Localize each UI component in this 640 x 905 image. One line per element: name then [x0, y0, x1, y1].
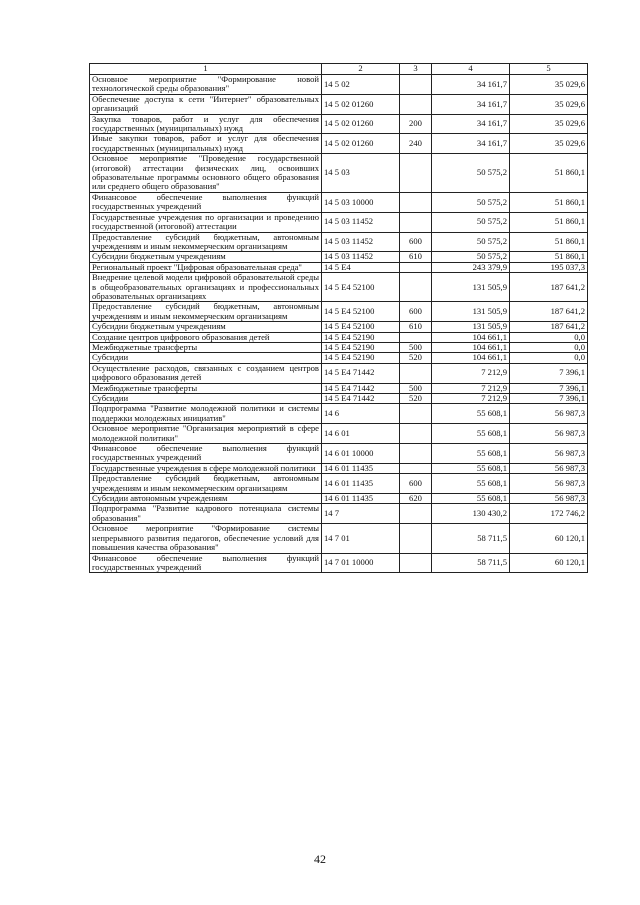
row-expense-type-cell: 620 [400, 494, 432, 504]
row-amount-1-cell: 50 575,2 [432, 212, 510, 232]
row-code-cell: 14 5 E4 52100 [322, 322, 400, 332]
table-row [90, 94, 588, 114]
row-code-cell: 14 5 03 [322, 154, 400, 193]
row-amount-1-cell: 7 212,9 [432, 394, 510, 404]
table-body [90, 75, 588, 573]
row-amount-2-cell: 172 746,2 [510, 504, 588, 524]
row-expense-type-cell [400, 404, 432, 424]
row-name-cell: Субсидии автономным учреждениям [90, 494, 322, 504]
row-amount-1-cell: 34 161,7 [432, 134, 510, 154]
row-amount-1-cell: 55 608,1 [432, 463, 510, 473]
row-amount-2-cell: 60 120,1 [510, 553, 588, 573]
row-amount-2-cell: 7 396,1 [510, 383, 588, 393]
row-code-cell: 14 7 [322, 504, 400, 524]
row-amount-2-cell: 35 029,6 [510, 114, 588, 134]
table-header-row [90, 64, 588, 75]
row-amount-1-cell: 50 575,2 [432, 192, 510, 212]
row-code-cell: 14 5 E4 52100 [322, 302, 400, 322]
table-row [90, 332, 588, 342]
row-amount-1-cell: 55 608,1 [432, 474, 510, 494]
row-amount-2-cell: 51 860,1 [510, 252, 588, 262]
row-expense-type-cell: 500 [400, 342, 432, 352]
row-amount-2-cell: 56 987,3 [510, 494, 588, 504]
row-amount-2-cell: 35 029,6 [510, 134, 588, 154]
row-amount-2-cell: 56 987,3 [510, 444, 588, 464]
row-code-cell: 14 5 E4 52190 [322, 332, 400, 342]
row-code-cell: 14 5 E4 71442 [322, 363, 400, 383]
row-amount-2-cell: 7 396,1 [510, 363, 588, 383]
row-amount-1-cell: 50 575,2 [432, 252, 510, 262]
row-amount-2-cell: 7 396,1 [510, 394, 588, 404]
row-name-cell: Межбюджетные трансферты [90, 383, 322, 393]
row-expense-type-cell: 200 [400, 114, 432, 134]
row-amount-1-cell: 50 575,2 [432, 232, 510, 252]
row-amount-1-cell: 131 505,9 [432, 302, 510, 322]
table-row [90, 114, 588, 134]
table-row [90, 154, 588, 193]
table-row [90, 383, 588, 393]
row-expense-type-cell: 600 [400, 232, 432, 252]
row-name-cell: Государственные учреждения по организации и проведению государственной (итоговой) аттестации [90, 212, 322, 232]
row-code-cell: 14 7 01 [322, 524, 400, 553]
row-amount-1-cell: 7 212,9 [432, 363, 510, 383]
row-name-cell: Подпрограмма "Развитие молодежной политики и системы поддержки молодежных инициатив" [90, 404, 322, 424]
table-row [90, 232, 588, 252]
table-row [90, 504, 588, 524]
row-amount-1-cell: 58 711,5 [432, 553, 510, 573]
row-amount-1-cell: 104 661,1 [432, 342, 510, 352]
row-amount-2-cell: 195 037,3 [510, 262, 588, 272]
row-expense-type-cell: 520 [400, 353, 432, 363]
row-code-cell: 14 5 02 01260 [322, 94, 400, 114]
table-row [90, 494, 588, 504]
row-amount-1-cell: 55 608,1 [432, 444, 510, 464]
table-row [90, 553, 588, 573]
row-amount-1-cell: 55 608,1 [432, 424, 510, 444]
table-row [90, 363, 588, 383]
row-expense-type-cell [400, 424, 432, 444]
row-expense-type-cell [400, 444, 432, 464]
row-name-cell: Предоставление субсидий бюджетным, автономным учреждениям и иным некоммерческим организациям [90, 232, 322, 252]
table-row [90, 302, 588, 322]
table-row [90, 404, 588, 424]
row-name-cell: Закупка товаров, работ и услуг для обеспечения государственных (муниципальных) нужд [90, 114, 322, 134]
table-row [90, 342, 588, 352]
row-name-cell: Создание центров цифрового образования детей [90, 332, 322, 342]
row-name-cell: Иные закупки товаров, работ и услуг для обеспечения государственных (муниципальных) нужд [90, 134, 322, 154]
page-number: 42 [314, 852, 326, 866]
row-code-cell: 14 6 01 11435 [322, 494, 400, 504]
table-row [90, 353, 588, 363]
row-amount-1-cell: 104 661,1 [432, 353, 510, 363]
row-code-cell: 14 6 01 [322, 424, 400, 444]
row-expense-type-cell [400, 463, 432, 473]
row-amount-1-cell: 34 161,7 [432, 94, 510, 114]
header-col-name: 1 [90, 64, 322, 75]
row-name-cell: Основное мероприятие "Формирование новой технологической среды образования" [90, 75, 322, 95]
row-amount-1-cell: 131 505,9 [432, 322, 510, 332]
row-name-cell: Внедрение целевой модели цифровой образовательной среды в общеобразовательных организациях и профессиональных образовательных организациях [90, 273, 322, 302]
row-code-cell: 14 5 E4 52190 [322, 342, 400, 352]
row-expense-type-cell: 600 [400, 302, 432, 322]
row-amount-1-cell: 7 212,9 [432, 383, 510, 393]
table-row [90, 524, 588, 553]
row-name-cell: Субсидии бюджетным учреждениям [90, 252, 322, 262]
row-code-cell: 14 5 03 11452 [322, 212, 400, 232]
table-row [90, 192, 588, 212]
row-code-cell: 14 5 03 11452 [322, 232, 400, 252]
table-row [90, 474, 588, 494]
row-expense-type-cell [400, 262, 432, 272]
row-expense-type-cell [400, 94, 432, 114]
table-row [90, 463, 588, 473]
row-name-cell: Обеспечение доступа к сети "Интернет" образовательных организаций [90, 94, 322, 114]
table-row [90, 322, 588, 332]
row-code-cell: 14 5 E4 52190 [322, 353, 400, 363]
row-expense-type-cell: 500 [400, 383, 432, 393]
row-amount-2-cell: 56 987,3 [510, 404, 588, 424]
table-row [90, 134, 588, 154]
row-name-cell: Финансовое обеспечение выполнения функций государственных учреждений [90, 192, 322, 212]
row-amount-1-cell: 34 161,7 [432, 75, 510, 95]
row-amount-2-cell: 187 641,2 [510, 322, 588, 332]
row-code-cell: 14 6 01 11435 [322, 463, 400, 473]
row-name-cell: Субсидии [90, 353, 322, 363]
table-row [90, 212, 588, 232]
row-amount-1-cell: 58 711,5 [432, 524, 510, 553]
row-amount-1-cell: 55 608,1 [432, 404, 510, 424]
row-name-cell: Региональный проект "Цифровая образовательная среда" [90, 262, 322, 272]
row-expense-type-cell [400, 192, 432, 212]
row-code-cell: 14 5 E4 [322, 262, 400, 272]
table-row [90, 273, 588, 302]
row-amount-2-cell: 51 860,1 [510, 232, 588, 252]
row-name-cell: Государственные учреждения в сфере молодежной политики [90, 463, 322, 473]
row-name-cell: Субсидии [90, 394, 322, 404]
row-amount-1-cell: 55 608,1 [432, 494, 510, 504]
row-amount-2-cell: 51 860,1 [510, 154, 588, 193]
row-name-cell: Финансовое обеспечение выполнения функций государственных учреждений [90, 444, 322, 464]
header-col-code: 2 [322, 64, 400, 75]
table-row [90, 262, 588, 272]
row-code-cell: 14 7 01 10000 [322, 553, 400, 573]
row-amount-1-cell: 50 575,2 [432, 154, 510, 193]
row-name-cell: Основное мероприятие "Проведение государственной (итоговой) аттестации физических лиц, освоивших образовательные программы основного общего образования или среднего общего образования" [90, 154, 322, 193]
row-name-cell: Финансовое обеспечение выполнения функций государственных учреждений [90, 553, 322, 573]
row-amount-1-cell: 243 379,9 [432, 262, 510, 272]
row-expense-type-cell [400, 553, 432, 573]
header-col-expense-type: 3 [400, 64, 432, 75]
row-amount-2-cell: 56 987,3 [510, 424, 588, 444]
row-code-cell: 14 5 03 11452 [322, 252, 400, 262]
row-amount-2-cell: 51 860,1 [510, 212, 588, 232]
table-row [90, 394, 588, 404]
row-expense-type-cell [400, 154, 432, 193]
row-code-cell: 14 6 01 11435 [322, 474, 400, 494]
row-code-cell: 14 5 E4 71442 [322, 383, 400, 393]
row-name-cell: Предоставление субсидий бюджетным, автономным учреждениям и иным некоммерческим организациям [90, 474, 322, 494]
row-amount-1-cell: 104 661,1 [432, 332, 510, 342]
row-code-cell: 14 5 02 01260 [322, 134, 400, 154]
row-amount-1-cell: 131 505,9 [432, 273, 510, 302]
row-amount-2-cell: 0,0 [510, 353, 588, 363]
row-expense-type-cell: 610 [400, 252, 432, 262]
row-name-cell: Основное мероприятие "Формирование системы непрерывного развития педагогов, обеспечение условий для повышения качества образования" [90, 524, 322, 553]
row-amount-2-cell: 35 029,6 [510, 75, 588, 95]
row-name-cell: Основное мероприятие "Организация мероприятий в сфере молодежной политики" [90, 424, 322, 444]
row-amount-2-cell: 35 029,6 [510, 94, 588, 114]
row-expense-type-cell [400, 524, 432, 553]
row-amount-2-cell: 56 987,3 [510, 463, 588, 473]
row-expense-type-cell: 240 [400, 134, 432, 154]
row-expense-type-cell [400, 75, 432, 95]
row-amount-2-cell: 0,0 [510, 342, 588, 352]
row-expense-type-cell [400, 332, 432, 342]
row-code-cell: 14 6 [322, 404, 400, 424]
row-expense-type-cell [400, 363, 432, 383]
row-name-cell: Предоставление субсидий бюджетным, автономным учреждениям и иным некоммерческим организациям [90, 302, 322, 322]
row-code-cell: 14 5 E4 52100 [322, 273, 400, 302]
row-code-cell: 14 5 E4 71442 [322, 394, 400, 404]
header-col-amount-2: 5 [510, 64, 588, 75]
budget-table [89, 63, 588, 573]
row-name-cell: Субсидии бюджетным учреждениям [90, 322, 322, 332]
row-code-cell: 14 5 02 [322, 75, 400, 95]
row-name-cell: Осуществление расходов, связанных с созданием центров цифрового образования детей [90, 363, 322, 383]
row-amount-1-cell: 130 430,2 [432, 504, 510, 524]
row-amount-2-cell: 187 641,2 [510, 273, 588, 302]
table-row [90, 444, 588, 464]
row-expense-type-cell: 610 [400, 322, 432, 332]
row-code-cell: 14 5 02 01260 [322, 114, 400, 134]
row-amount-2-cell: 56 987,3 [510, 474, 588, 494]
row-code-cell: 14 5 03 10000 [322, 192, 400, 212]
row-name-cell: Межбюджетные трансферты [90, 342, 322, 352]
row-name-cell: Подпрограмма "Развитие кадрового потенциала системы образования" [90, 504, 322, 524]
header-col-amount-1: 4 [432, 64, 510, 75]
row-amount-2-cell: 51 860,1 [510, 192, 588, 212]
row-code-cell: 14 6 01 10000 [322, 444, 400, 464]
row-expense-type-cell: 520 [400, 394, 432, 404]
row-amount-2-cell: 0,0 [510, 332, 588, 342]
row-expense-type-cell: 600 [400, 474, 432, 494]
table-row [90, 424, 588, 444]
row-expense-type-cell [400, 212, 432, 232]
row-amount-2-cell: 187 641,2 [510, 302, 588, 322]
row-expense-type-cell [400, 273, 432, 302]
row-expense-type-cell [400, 504, 432, 524]
table-row [90, 252, 588, 262]
row-amount-2-cell: 60 120,1 [510, 524, 588, 553]
row-amount-1-cell: 34 161,7 [432, 114, 510, 134]
table-row [90, 75, 588, 95]
